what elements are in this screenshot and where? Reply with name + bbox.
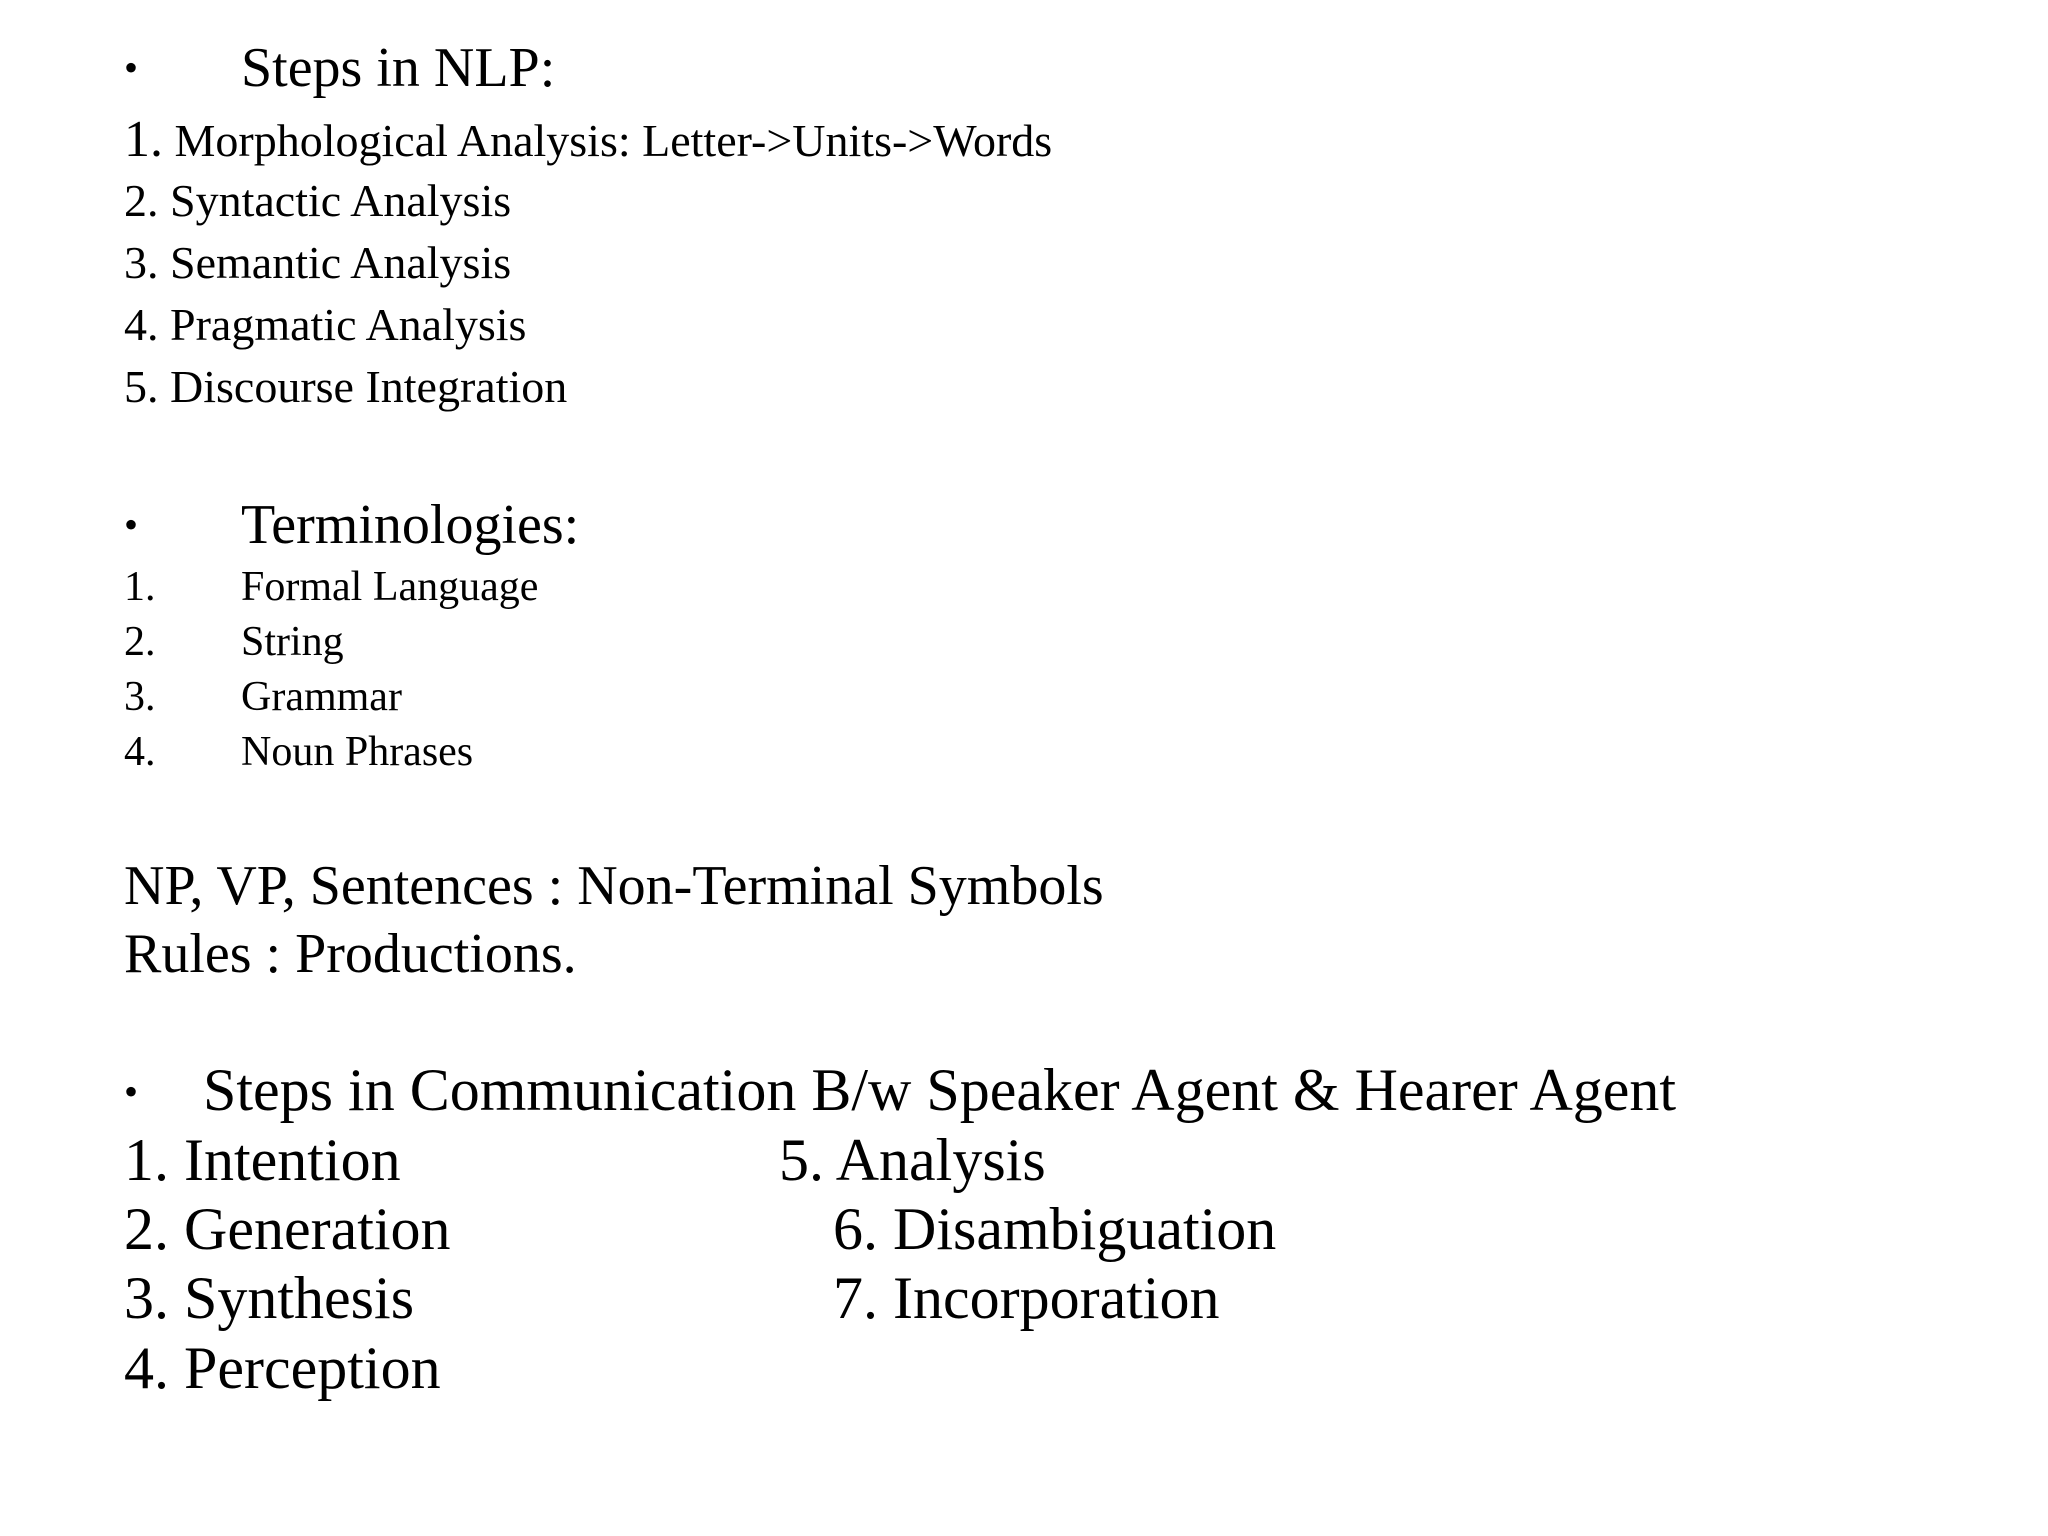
terminology-item-4-number: 4. bbox=[124, 729, 156, 775]
communication-step-synthesis: 3. Synthesis bbox=[124, 1265, 415, 1331]
terminology-item-2-text: String bbox=[241, 619, 344, 665]
nlp-step-3 bbox=[124, 237, 512, 288]
terminology-item-3-text: Grammar bbox=[241, 674, 402, 720]
terminology-item-1-number: 1. bbox=[124, 564, 156, 610]
nlp-heading: Steps in NLP: bbox=[241, 37, 556, 99]
communication-heading-bullet: • bbox=[124, 1069, 139, 1114]
communication-step-disambiguation: 6. Disambiguation bbox=[833, 1196, 1277, 1262]
nlp-step-1-number: 1. bbox=[124, 111, 163, 168]
note-non-terminal-symbols: NP, VP, Sentences : Non-Terminal Symbols bbox=[124, 855, 1104, 917]
nlp-step-2-number: 2. bbox=[124, 175, 159, 226]
terminology-item-4-text: Noun Phrases bbox=[241, 729, 474, 775]
nlp-step-2-text: Syntactic Analysis bbox=[170, 175, 512, 226]
nlp-step-5-number: 5. bbox=[124, 361, 159, 412]
nlp-step-3-text: Semantic Analysis bbox=[170, 237, 512, 288]
nlp-step-5 bbox=[124, 361, 568, 412]
nlp-step-2 bbox=[124, 175, 512, 226]
terminology-item-2-number: 2. bbox=[124, 619, 156, 665]
nlp-step-5-text: Discourse Integration bbox=[170, 361, 568, 412]
terminologies-heading: Terminologies: bbox=[241, 494, 580, 556]
nlp-step-1 bbox=[124, 111, 1053, 168]
terminology-item-1-text: Formal Language bbox=[241, 564, 539, 610]
communication-step-intention: 1. Intention bbox=[124, 1127, 401, 1193]
communication-heading: Steps in Communication B/w Speaker Agent & Hearer Agent bbox=[203, 1057, 1677, 1123]
communication-step-generation: 2. Generation bbox=[124, 1196, 451, 1262]
note-rules-productions: Rules : Productions. bbox=[124, 923, 577, 985]
communication-step-analysis: 5. Analysis bbox=[779, 1127, 1046, 1193]
terminologies-heading-bullet: • bbox=[124, 502, 139, 547]
nlp-step-4-text: Pragmatic Analysis bbox=[170, 299, 527, 350]
nlp-step-4-number: 4. bbox=[124, 299, 159, 350]
communication-step-perception: 4. Perception bbox=[124, 1335, 441, 1401]
nlp-step-3-number: 3. bbox=[124, 237, 159, 288]
communication-step-incorporation: 7. Incorporation bbox=[833, 1265, 1220, 1331]
nlp-step-4 bbox=[124, 299, 527, 350]
nlp-heading-bullet: • bbox=[124, 45, 139, 90]
nlp-step-1-text: Morphological Analysis: Letter->Units->Words bbox=[174, 115, 1053, 166]
terminology-item-3-number: 3. bbox=[124, 674, 156, 720]
